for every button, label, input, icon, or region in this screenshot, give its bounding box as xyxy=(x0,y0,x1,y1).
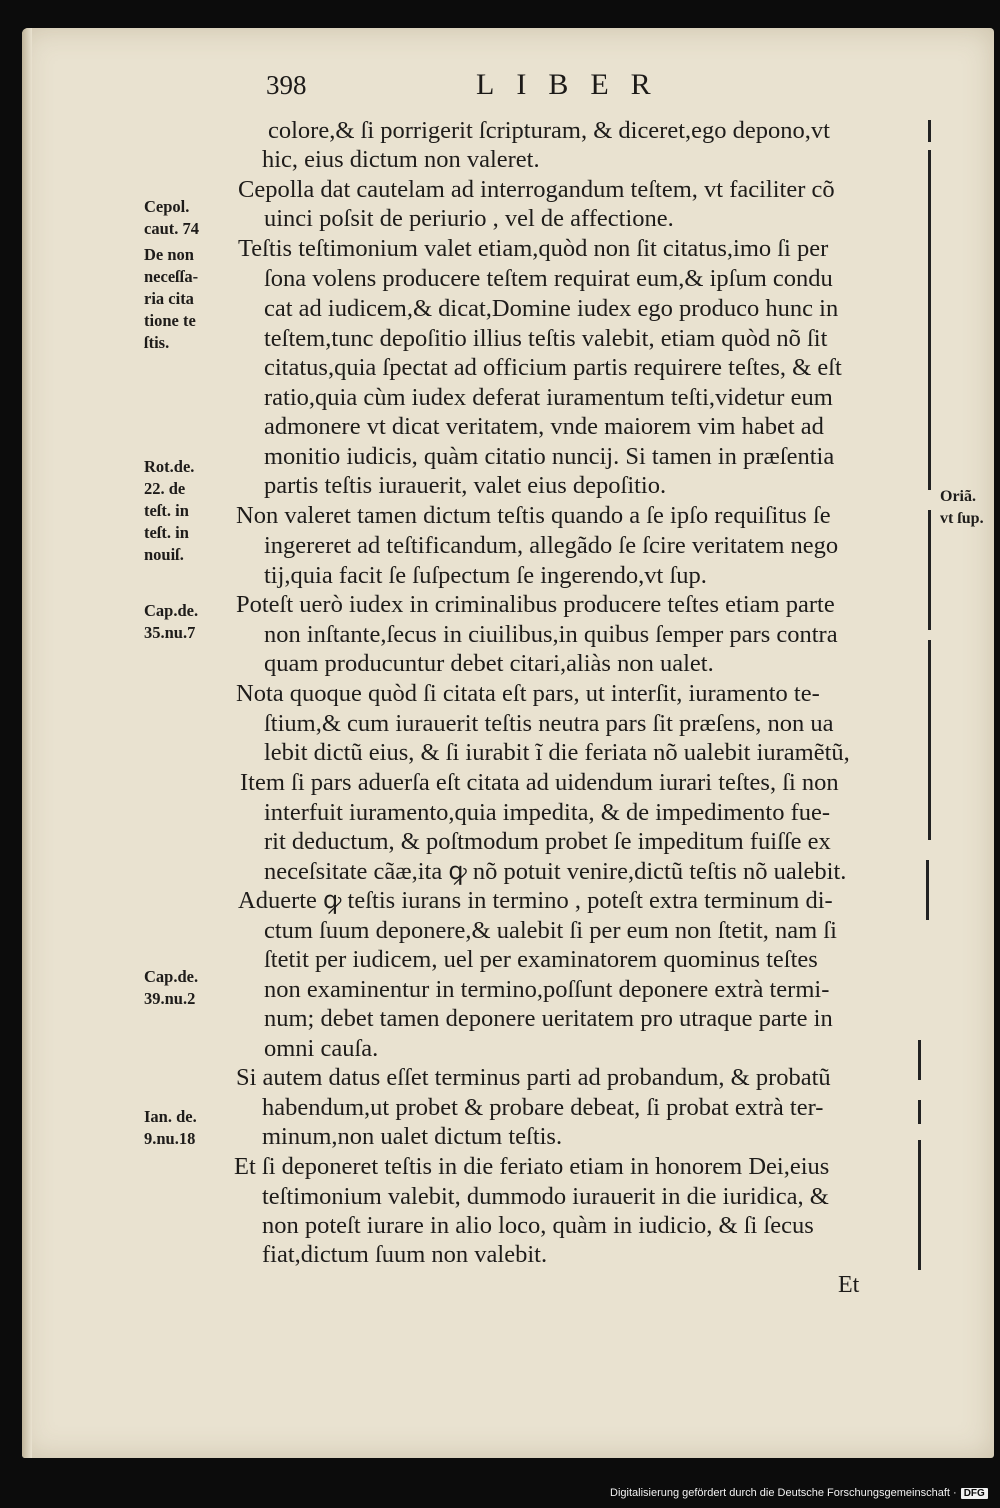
margin-rule xyxy=(918,1040,921,1080)
text-line: num; debet tamen deponere ueritatem pro utraque parte in xyxy=(264,1005,833,1032)
text-line: tij,quia facit ſe ſuſpectum ſe ingerendo,vt ſup. xyxy=(264,562,707,589)
page-edge xyxy=(22,28,32,1458)
text-line: rit deductum, & poſtmodum probet ſe impeditum fuiſſe ex xyxy=(264,828,831,855)
catchword: Et xyxy=(838,1272,860,1298)
text-line: ratio,quia cùm iudex deferat iuramentum teſti,videtur eum xyxy=(264,384,833,411)
text-line: monitio iudicis, quàm citatio nuncij. Si tamen in præſentia xyxy=(264,443,835,470)
margin-rule xyxy=(928,640,931,840)
text-line: minum,non ualet dictum teſtis. xyxy=(262,1123,563,1150)
margin-rule xyxy=(928,150,931,490)
margin-note: Ian. de. 9.nu.18 xyxy=(144,1107,197,1148)
page-header xyxy=(262,62,722,106)
text-line: Cepolla dat cautelam ad interrogandum teſtem, vt faciliter cõ xyxy=(238,176,835,203)
text-line: Non valeret tamen dictum teſtis quando a ſe ipſo requiſitus ſe xyxy=(236,502,831,529)
text-line: teſtem,tunc depoſitio illius teſtis valebit, etiam quòd nõ ſit xyxy=(264,325,828,352)
footer-credit xyxy=(610,1487,988,1499)
text-line: citatus,quia ſpectat ad officium partis requirere teſtes, & eſt xyxy=(264,354,842,381)
text-line: non poteſt iurare in alio loco, quàm in iudicio, & ſi ſecus xyxy=(262,1212,814,1239)
margin-rule xyxy=(918,1140,921,1270)
margin-rule xyxy=(918,1100,921,1124)
text-line: Item ſi pars aduerſa eſt citata ad uidendum iurari teſtes, ſi non xyxy=(240,769,839,796)
text-line: Aduerte ꝙ teſtis iurans in termino , poteſt extra terminum di- xyxy=(238,887,833,914)
text-line: lebit dictũ eius, & ſi iurabit ĩ die feriata nõ ualebit iuramẽtũ, xyxy=(264,739,850,766)
text-line: non inſtante,ſecus in ciuilibus,in quibus ſemper pars contra xyxy=(264,621,838,648)
text-line: Poteſt uerò iudex in criminalibus producere teſtes etiam parte xyxy=(236,591,835,618)
text-line: omni cauſa. xyxy=(264,1035,379,1062)
text-line: ſtetit per iudicem, uel per examinatorem quominus teſtes xyxy=(264,946,818,973)
text-line: ctum ſuum deponere,& ualebit ſi per eum non ſtetit, nam ſi xyxy=(264,917,837,944)
text-line: ſona volens producere teſtem requirat eum,& ipſum condu xyxy=(264,265,833,292)
text-line: partis teſtis iurauerit, valet eius depoſitio. xyxy=(264,472,667,499)
margin-note: Cap.de. 35.nu.7 xyxy=(144,601,199,642)
text-line: habendum,ut probet & probare debeat, ſi probat extrà ter- xyxy=(262,1094,824,1121)
text-line: Nota quoque quòd ſi citata eſt pars, ut interſit, iuramento te- xyxy=(236,680,820,707)
footer-text: Digitalisierung gefördert durch die Deutsche Forschungsgemeinschaft · xyxy=(610,1487,957,1499)
text-line: Et ſi deponeret teſtis in die feriato etiam in honorem Dei,eius xyxy=(234,1153,830,1180)
page-number: 398 xyxy=(266,70,307,100)
margin-note: Rot.de. 22. de teſt. in teſt. in nouiſ. xyxy=(144,457,195,564)
margin-note: Cepol. caut. 74 xyxy=(144,197,199,238)
text-line: colore,& ſi porrigerit ſcripturam, & diceret,ego depono,vt xyxy=(268,117,830,144)
text-line: ſtium,& cum iurauerit teſtis neutra pars ſit præſens, non ua xyxy=(264,710,834,737)
text-line: uinci poſsit de periurio , vel de affectione. xyxy=(264,205,674,232)
text-line: teſtimonium valebit, dummodo iurauerit in die iuridica, & xyxy=(262,1183,829,1210)
text-line: ingereret ad teſtificandum, allegãdo ſe ſcire veritatem nego xyxy=(264,532,839,559)
text-line: admonere vt dicat veritatem, vnde maiorem vim habet ad xyxy=(264,413,824,440)
text-line: neceſsitate cãæ,ita ꝙ nõ potuit venire,dictũ teſtis nõ ualebit. xyxy=(264,858,847,885)
text-line: quam producuntur debet citari,aliàs non ualet. xyxy=(264,650,714,677)
text-line: Teſtis teſtimonium valet etiam,quòd non ſit citatus,imo ſi per xyxy=(238,235,829,262)
text-line: interfuit iuramento,quia impedita, & de impedimento fue- xyxy=(264,799,831,826)
dfg-logo: DFG xyxy=(961,1488,988,1499)
text-line: fiat,dictum ſuum non valebit. xyxy=(262,1241,548,1268)
margin-rule xyxy=(928,120,931,142)
margin-note: Cap.de. 39.nu.2 xyxy=(144,967,199,1008)
text-line: cat ad iudicem,& dicat,Domine iudex ego produco hunc in xyxy=(264,295,839,322)
margin-rule xyxy=(926,860,929,920)
text-line: non examinentur in termino,poſſunt deponere extrà termi- xyxy=(264,976,830,1003)
text-line: hic, eius dictum non valeret. xyxy=(262,146,540,173)
right-margin-note: Oriã. vt ſup. xyxy=(940,488,984,527)
running-head: LIBER xyxy=(476,68,673,101)
text-line: Si autem datus eſſet terminus parti ad probandum, & probatũ xyxy=(236,1064,831,1091)
margin-note: De non neceſſa- ria cita tione te ſtis. xyxy=(144,245,199,352)
margin-rule xyxy=(928,510,931,630)
